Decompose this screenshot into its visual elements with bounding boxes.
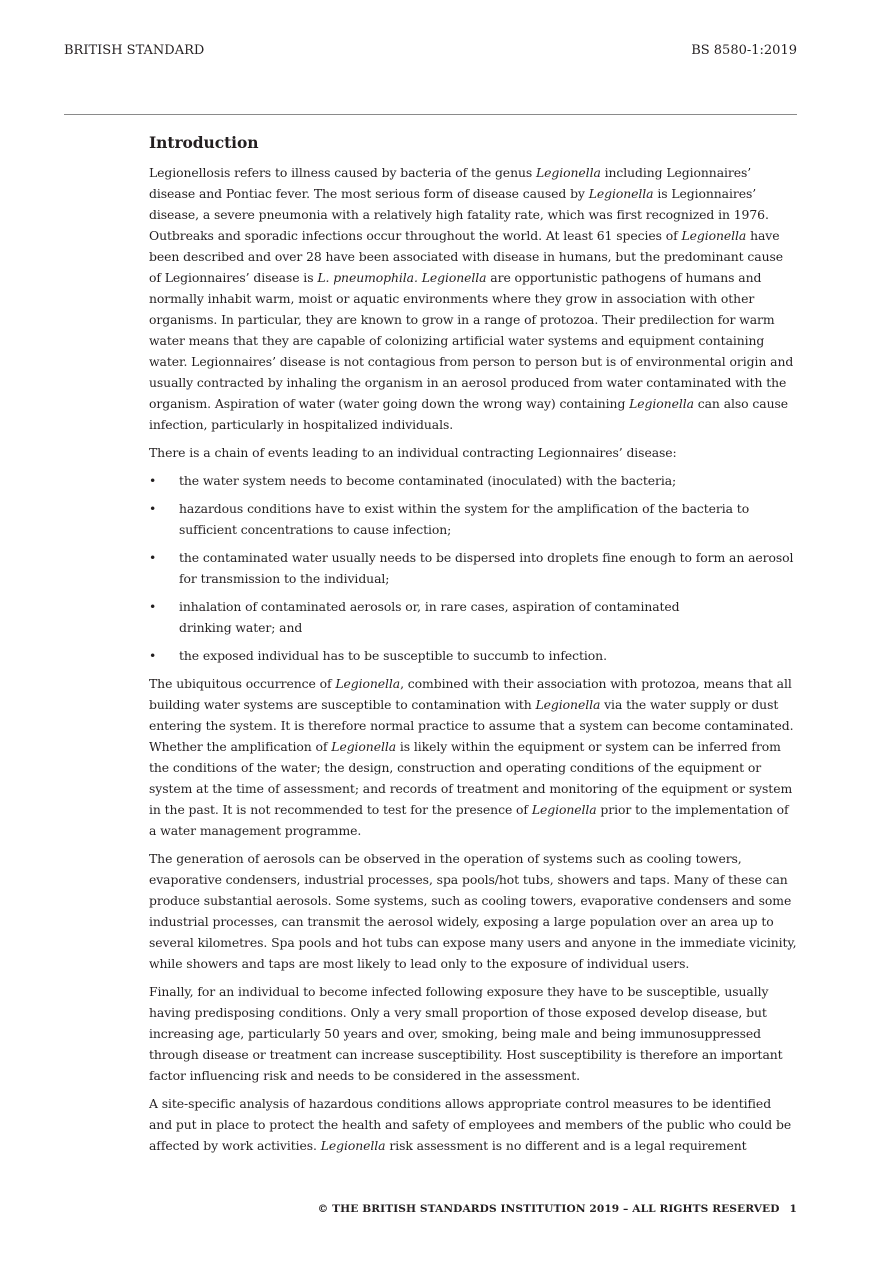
list-item xyxy=(149,596,797,638)
paragraph-6: A site-specific analysis of hazardous conditions allows appropriate control measures to be identified and put in place to protect the health and safety of employees and members of the public who could be affected by work activities. Legionella risk assessment is no different and is a legal requirement xyxy=(149,1096,792,1153)
paragraph-1: Legionellosis refers to illness caused by bacteria of the genus Legionella including Legionnaires’ disease and Pontiac fever. The most serious form of disease caused by Legionella is Legionnaires’ disease, a severe pneumonia with a relatively high fatality rate, which was first recognized in 1976. Outbreaks and sporadic infections occur throughout the world. At least 61 species of Legionella have been described and over 28 have been associated with disease in humans, but the predominant cause of Legionnaires’ disease is L. pneumophila. Legionella are opportunistic pathogens of humans and normally inhabit warm, moist or aquatic environments where they grow in association with other organisms. In particular, they are known to grow in a range of protozoa. Their predilection for warm water means that they are capable of colonizing artificial water systems and equipment containing water. Legionnaires’ disease is not contagious from person to person but is of environmental origin and usually contracted by inhaling the organism in an aerosol produced from water contaminated with the organism. Aspiration of water (water going down the wrong way) containing Legionella can also cause infection, particularly in hospitalized individuals. xyxy=(149,165,794,432)
header-divider xyxy=(64,114,797,115)
list-item xyxy=(149,547,797,589)
page-header xyxy=(64,42,797,60)
list-item-text: the contaminated water usually needs to be dispersed into droplets fine enough to form an aerosol for transmission to the individual; xyxy=(179,550,794,586)
list-item-text: the exposed individual has to be susceptible to succumb to infection. xyxy=(179,648,607,663)
list-item-text: hazardous conditions have to exist within the system for the amplification of the bacteria to sufficient concentrations to cause infection; xyxy=(179,501,750,537)
list-item-text: inhalation of contaminated aerosols or, in rare cases, aspiration of contaminated drinking water; and xyxy=(179,599,680,635)
bullet-icon: • xyxy=(149,501,157,516)
paragraph-2: There is a chain of events leading to an individual contracting Legionnaires’ disease: xyxy=(149,445,677,460)
paragraph-3: The ubiquitous occurrence of Legionella, combined with their association with protozoa, means that all building water systems are susceptible to contamination with Legionella via the water supply or dust entering the system. It is therefore normal practice to assume that a system can become contaminated. Whether the amplification of Legionella is likely within the equipment or system can be inferred from the conditions of the water; the design, construction and operating conditions of the equipment or system at the time of assessment; and records of treatment and monitoring of the equipment or system in the past. It is not recommended to test for the presence of Legionella prior to the implementation of a water management programme. xyxy=(149,676,794,838)
list-item xyxy=(149,470,797,491)
section-title: Introduction xyxy=(149,133,259,152)
list-item xyxy=(149,498,797,540)
main-content xyxy=(149,132,797,1163)
header-document-number: BS 8580-1:2019 xyxy=(691,43,797,58)
bullet-icon: • xyxy=(149,550,157,565)
bullet-icon: • xyxy=(149,599,157,614)
page-footer xyxy=(318,1201,797,1217)
chain-of-events-list xyxy=(149,470,797,666)
header-standard-label: BRITISH STANDARD xyxy=(64,43,205,58)
copyright-notice: © THE BRITISH STANDARDS INSTITUTION 2019 – ALL RIGHTS RESERVED xyxy=(317,1203,780,1215)
paragraph-4: The generation of aerosols can be observed in the operation of systems such as cooling towers, evaporative condensers, industrial processes, spa pools/hot tubs, showers and taps. Many of these can produce substantial aerosols. Some systems, such as cooling towers, evaporative condensers and some industrial processes, can transmit the aerosol widely, exposing a large population over an area up to several kilometres. Spa pools and hot tubs can expose many users and anyone in the immediate vicinity, while showers and taps are most likely to lead only to the exposure of individual users. xyxy=(149,851,797,971)
bullet-icon: • xyxy=(149,648,157,663)
list-item-text: the water system needs to become contaminated (inoculated) with the bacteria; xyxy=(179,473,677,488)
paragraph-5: Finally, for an individual to become infected following exposure they have to be susceptible, usually having predisposing conditions. Only a very small proportion of those exposed develop disease, but increasing age, particularly 50 years and over, smoking, being male and being immunosuppressed through disease or treatment can increase susceptibility. Host susceptibility is therefore an important factor influencing risk and needs to be considered in the assessment. xyxy=(149,984,783,1083)
page-number: 1 xyxy=(789,1203,797,1215)
list-item xyxy=(149,645,797,666)
bullet-icon: • xyxy=(149,473,157,488)
